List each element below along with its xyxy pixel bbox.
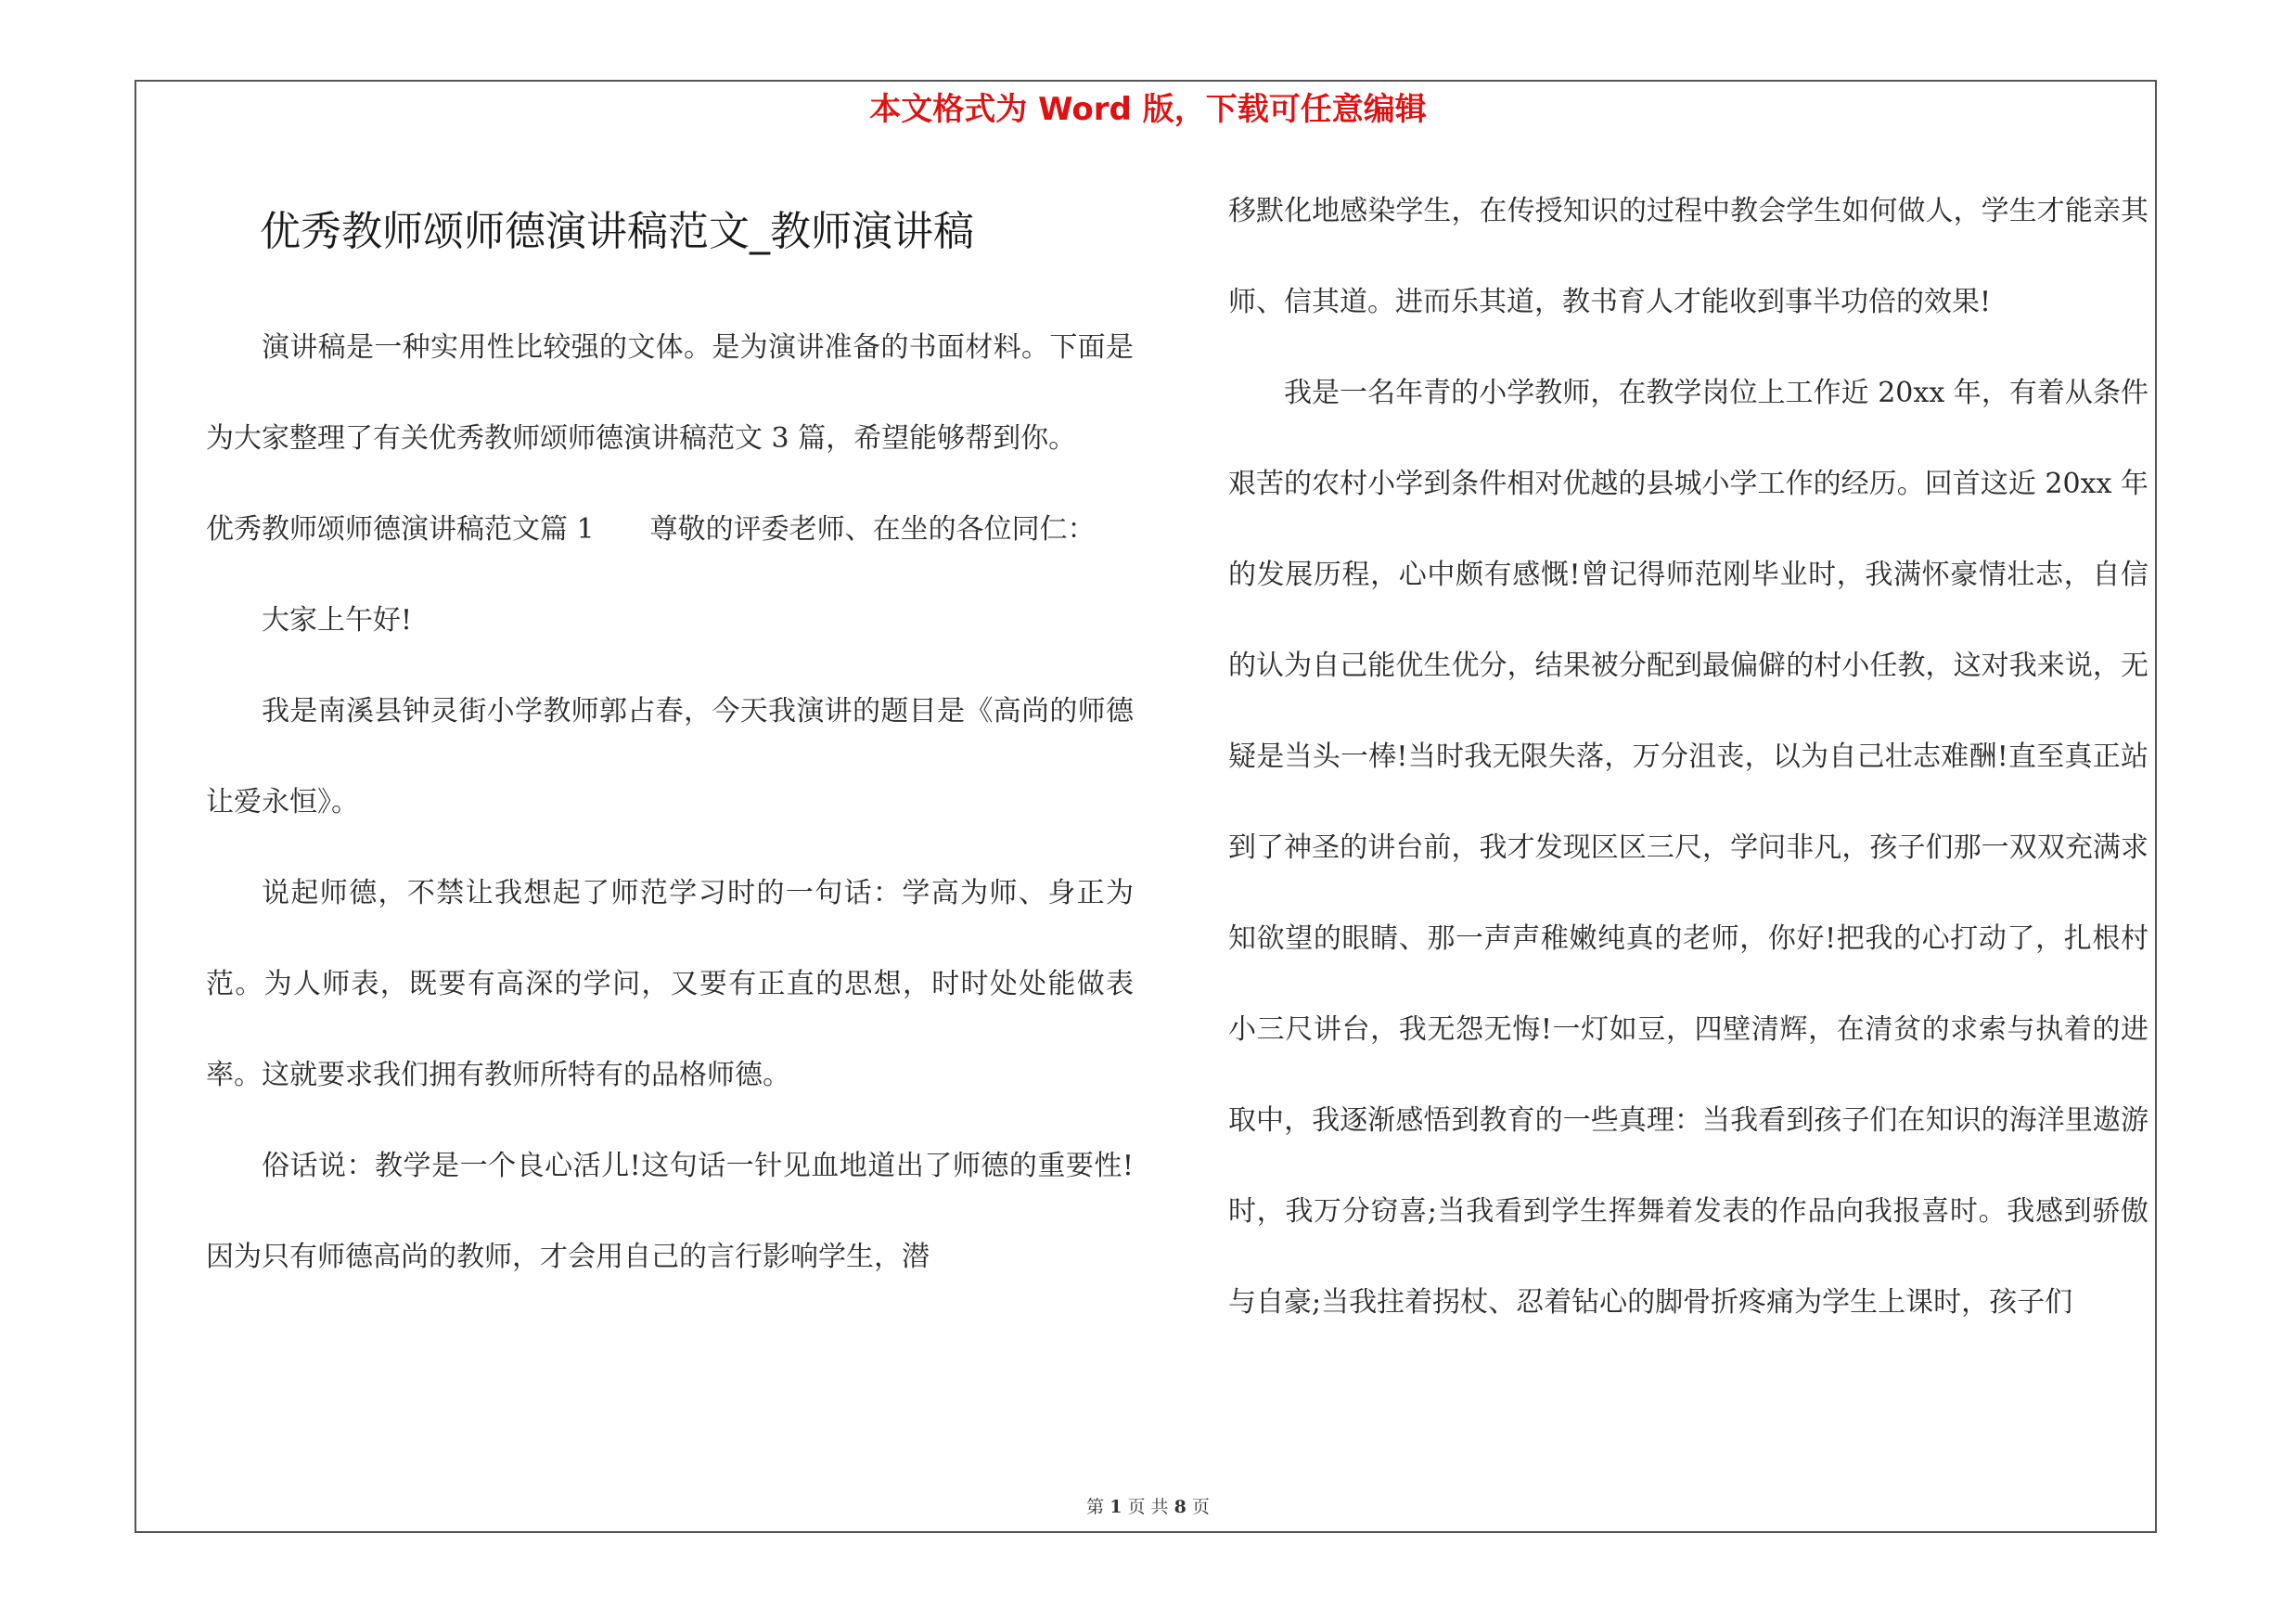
word-format-banner: 本文格式为 Word 版，下载可任意编辑: [869, 91, 1427, 128]
intro-paragraph: 演讲稿是一种实用性比较强的文体。是为演讲准备的书面材料。下面是为大家整理了有关优秀教师颂师德演讲稿范文 3 篇，希望能够帮到你。: [206, 331, 1134, 455]
footer-middle: 页 共: [1127, 1497, 1169, 1517]
continuation-paragraph: 移默化地感染学生，在传授知识的过程中教会学生如何做人，学生才能亲其师、信其道。进而乐其道，教书育人才能收到事半功倍的效果!: [1228, 195, 2148, 318]
proverb-paragraph: 俗话说：教学是一个良心活儿!这句话一针见血地道出了师德的重要性!因为只有师德高尚的教师，才会用自己的言行影响学生，潜: [206, 1150, 1134, 1273]
footer-suffix: 页: [1191, 1497, 1210, 1517]
greeting-paragraph: 大家上午好!: [262, 604, 413, 637]
experience-paragraph: 我是一名年青的小学教师，在教学岗位上工作近 20xx 年，有着从条件艰苦的农村小学到条件相对优越的县城小学工作的经历。回首这近 20xx 年的发展历程，心中颇有感慨!曾记得师范刚毕业时，我满怀豪情壮志，自信的认为自己能优生优分，结果被分配到最偏僻的村小任教，这对我来说，无疑是当头一棒!当时我无限失落，万分沮丧，以为自己壮志难酬!直至真正站到了神圣的讲台前，我才发现区区三尺，学问非凡，孩子们那一双双充满求知欲望的眼睛、那一声声稚嫩纯真的老师，你好!把我的心打动了，扎根村小三尺讲台，我无怨无悔!一灯如豆，四壁清辉，在清贫的求索与执着的进取中，我逐渐感悟到教育的一些真理：当我看到孩子们在知识的海洋里遨游时，我万分窃喜;当我看到学生挥舞着发表的作品向我报喜时。我感到骄傲与自豪;当我拄着拐杖、忍着钻心的脚骨折疼痛为学生上课时，孩子们: [1228, 377, 2148, 1319]
footer-page-number: 1: [1110, 1497, 1122, 1517]
footer-total-pages: 8: [1174, 1497, 1186, 1517]
footer-prefix: 第: [1086, 1497, 1105, 1517]
left-text-column: [206, 303, 1134, 1303]
right-text-column: [1228, 166, 2148, 1348]
ethics-paragraph: 说起师德，不禁让我想起了师范学习时的一句话：学高为师、身正为范。为人师表，既要有高深的学问，又要有正直的思想，时时处处能做表率。这就要求我们拥有教师所特有的品格师德。: [206, 877, 1134, 1091]
page-footer: [0, 1493, 2296, 1521]
document-title: 优秀教师颂师德演讲稿范文_教师演讲稿: [260, 208, 974, 255]
section-heading-paragraph: 优秀教师颂师德演讲稿范文篇 1 尊敬的评委老师、在坐的各位同仁：: [206, 513, 1096, 546]
speaker-intro-paragraph: 我是南溪县钟灵街小学教师郭占春，今天我演讲的题目是《高尚的师德让爱永恒》。: [206, 695, 1134, 818]
